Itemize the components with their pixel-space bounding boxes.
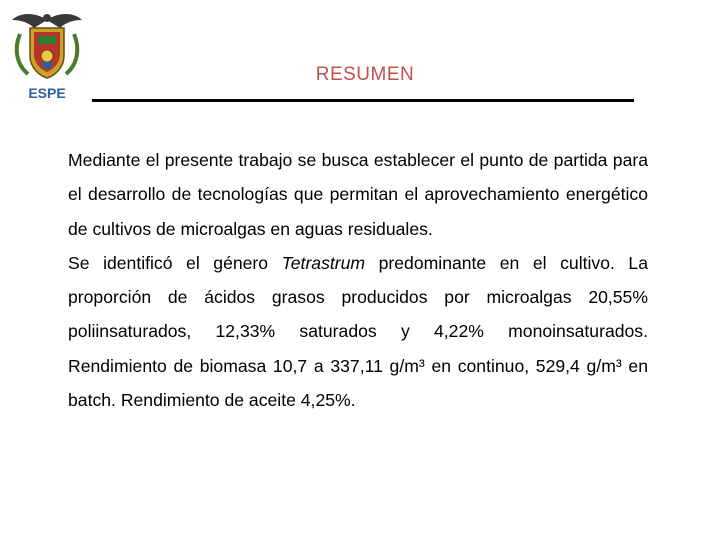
genus-name: Tetrastrum <box>281 252 366 273</box>
espe-label: ESPE <box>28 85 66 101</box>
title-underline <box>92 99 634 102</box>
paragraph-2-start: Se identificó el género <box>68 252 282 273</box>
slide-body <box>68 143 648 417</box>
espe-logo <box>6 8 88 101</box>
paragraph-2-end: predominante en el cultivo. La proporción de ácidos grasos producidos por microalgas 20,55% poliinsaturados, 12,33% saturados y 4,22% monoinsaturados. Rendimiento de biomasa 10,7 a 337,11 g/m³ en continuo, 529,4 g/m³ en batch. Rendimiento de aceite 4,25%. <box>68 252 648 411</box>
slide-title: RESUMEN <box>315 64 415 85</box>
paragraph-2 <box>68 246 648 417</box>
paragraph-1: Mediante el presente trabajo se busca establecer el punto de partida para el desarrollo de tecnologías que permitan el aprovechamiento energético de cultivos de microalgas en aguas residuales. <box>68 150 648 239</box>
espe-crest-icon <box>6 8 88 86</box>
